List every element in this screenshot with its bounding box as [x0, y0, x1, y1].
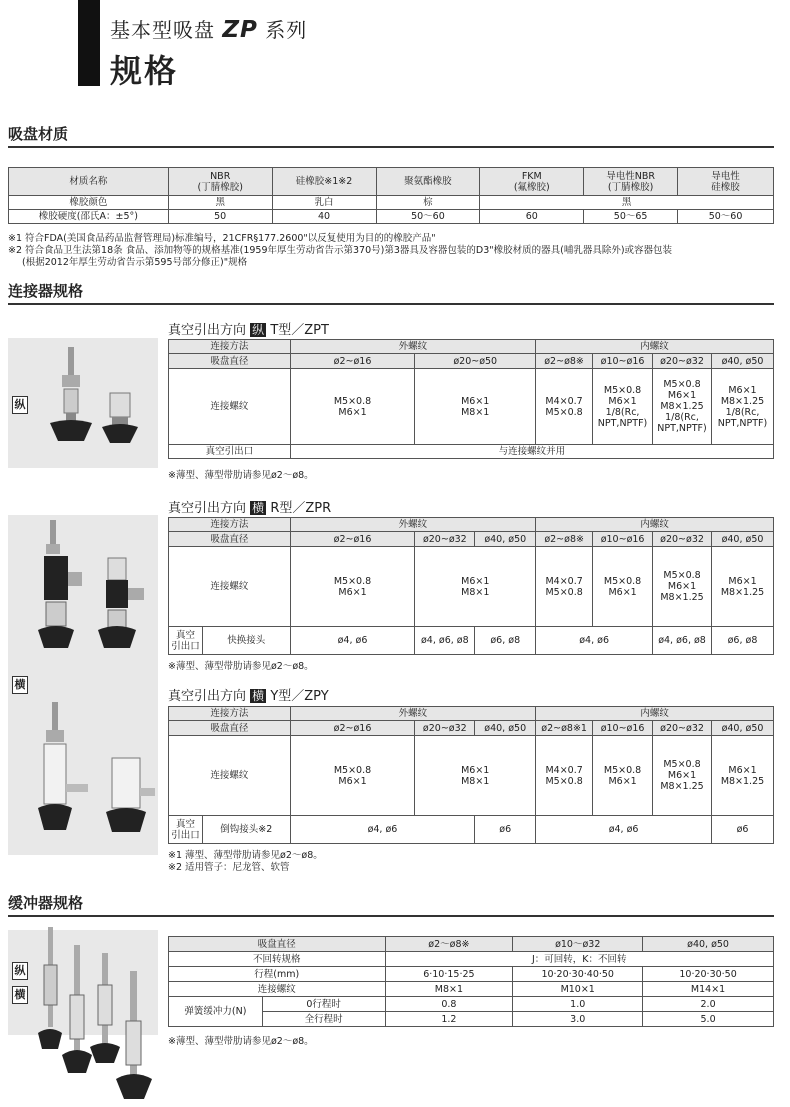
table-cell: M5×0.8 M6×1 [290, 547, 415, 627]
table-cell: M6×1 M8×1 [415, 736, 536, 816]
table-cell: 真空 引出口 [169, 627, 203, 655]
table-cell: 5.0 [643, 1012, 774, 1027]
table-cell: ø20~ø50 [415, 354, 536, 369]
table-cell: ø20~ø32 [653, 532, 712, 547]
table-cell: 0行程时 [262, 997, 385, 1012]
section-buffer: 缓冲器规格 [8, 895, 774, 917]
table-cell: 连接方法 [169, 340, 291, 354]
table-cell: 橡胶硬度(邵氏A：±5°) [9, 210, 169, 224]
table-cell: 2.0 [643, 997, 774, 1012]
table-cell: 不回转规格 [169, 952, 386, 967]
table-cell: 行程(mm) [169, 967, 386, 982]
table-cell: ø2~ø16 [290, 721, 415, 736]
table-cell: 外螺纹 [290, 518, 536, 532]
table-cell: 10·20·30·40·50 [513, 967, 643, 982]
table-cell: ø10~ø16 [593, 532, 653, 547]
table-cell: ø2~ø16 [290, 354, 415, 369]
table-cell: 50～60 [376, 210, 480, 224]
section-connector: 连接器规格 [8, 283, 774, 305]
table-cell: ø20~ø32 [415, 721, 475, 736]
table-cell: ø4, ø6 [536, 816, 712, 844]
table-cell: 真空引出口 [169, 445, 291, 459]
table-cell: FKM (氟橡胶) [480, 168, 584, 196]
table-cell: M5×0.8 M6×1 [290, 369, 415, 445]
table-cell: ø4, ø6 [536, 627, 653, 655]
table-cell: 倒钩接头※2 [202, 816, 290, 844]
horizontal-tag: 横 [12, 986, 28, 1004]
table-cell: ø6 [475, 816, 536, 844]
table-cell: ø40, ø50 [643, 937, 774, 952]
vertical-tag: 纵 [12, 396, 28, 414]
table-cell: 快换接头 [202, 627, 290, 655]
table-cell: ø40, ø50 [712, 721, 774, 736]
table-cell: 连接方法 [169, 707, 291, 721]
table-cell: ø20~ø32 [415, 532, 475, 547]
horizontal-tag: 横 [12, 676, 28, 694]
table-cell: 棕 [376, 196, 480, 210]
table-cell: ø2~ø8※ [536, 354, 593, 369]
table-cell: 与连接螺纹并用 [290, 445, 773, 459]
table-cell: 内螺纹 [536, 707, 774, 721]
table-cell: ø6 [712, 816, 774, 844]
table-cell: 40 [272, 210, 376, 224]
table-cell: ø40, ø50 [475, 532, 536, 547]
table-cell: 1.0 [513, 997, 643, 1012]
table-cell: ø2~ø8※1 [536, 721, 593, 736]
table-cell: 连接螺纹 [169, 736, 291, 816]
table-cell: ø6, ø8 [712, 627, 774, 655]
table-cell: 乳白 [272, 196, 376, 210]
table-cell: 10·20·30·50 [643, 967, 774, 982]
table-cell: M6×1 M8×1 [415, 369, 536, 445]
table-cell: M8×1 [385, 982, 513, 997]
r-type-note: ※薄型、薄型带肋请参见ø2～ø8。 [168, 661, 314, 672]
table-cell: 3.0 [513, 1012, 643, 1027]
table-cell: 连接螺纹 [169, 369, 291, 445]
table-cell: ø2～ø8※ [385, 937, 513, 952]
material-notes: ※1 符合FDA(美国食品药品监督管理局)标准编号，21CFR§177.2600"以反复使用为目的的橡胶产品" ※2 符合食品卫生法第18条 食品、添加物等的规格基准(1959年厚生劳动省告示第370号)第3器具及容器包装的D3"橡胶材质的器具(哺乳器具除外)或容器包装 (根据2012年厚生劳动省告示第595号部分修正)"规格 [8, 233, 673, 268]
page-title: 基本型吸盘 ZP 系列 [110, 17, 308, 43]
table-cell: 橡胶颜色 [9, 196, 169, 210]
table-cell: 弹簧缓冲力(N) [169, 997, 263, 1027]
table-cell: NBR (丁腈橡胶) [168, 168, 272, 196]
table-cell: M5×0.8 M6×1 [593, 547, 653, 627]
table-cell: M5×0.8 M6×1 M8×1.25 [653, 736, 712, 816]
table-cell: 0.8 [385, 997, 513, 1012]
zpy-product-icon [30, 700, 155, 850]
table-cell: M6×1 M8×1.25 [712, 736, 774, 816]
table-cell: M5×0.8 M6×1 M8×1.25 [653, 547, 712, 627]
table-cell: 外螺纹 [290, 340, 535, 354]
table-cell: M4×0.7 M5×0.8 [536, 736, 593, 816]
buffer-product-icon [34, 925, 154, 1105]
table-cell: M6×1 M8×1 [415, 547, 536, 627]
table-cell: M5×0.8 M6×1 [290, 736, 415, 816]
t-type-note: ※薄型、薄型带肋请参见ø2～ø8。 [168, 470, 314, 481]
zpt-product-icon [40, 345, 150, 463]
y-type-table [168, 706, 774, 844]
t-type-title: 真空引出方向 纵 T型／ZPT [168, 323, 329, 338]
t-type-table [168, 339, 774, 459]
table-cell: ø2~ø8※ [536, 532, 593, 547]
table-cell: 内螺纹 [536, 518, 774, 532]
table-cell: ø4, ø6, ø8 [653, 627, 712, 655]
table-cell: 黑 [480, 196, 774, 210]
table-cell: 1.2 [385, 1012, 513, 1027]
table-cell: ø40, ø50 [711, 354, 773, 369]
section-material: 吸盘材质 [8, 126, 774, 148]
table-cell: M14×1 [643, 982, 774, 997]
table-cell: ø4, ø6, ø8 [415, 627, 475, 655]
table-cell: 吸盘直径 [169, 354, 291, 369]
table-cell: ø6, ø8 [475, 627, 536, 655]
table-cell: M10×1 [513, 982, 643, 997]
table-cell: M4×0.7 M5×0.8 [536, 547, 593, 627]
table-cell: M5×0.8 M6×1 1/8(Rc, NPT,NPTF) [593, 369, 653, 445]
header-bar [78, 0, 100, 86]
material-table [8, 167, 774, 224]
table-cell: 外螺纹 [290, 707, 535, 721]
table-cell: 真空 引出口 [169, 816, 203, 844]
y-type-title: 真空引出方向 横 Y型／ZPY [168, 689, 329, 704]
table-cell: 硅橡胶※1※2 [272, 168, 376, 196]
table-cell: 吸盘直径 [169, 937, 386, 952]
page-subtitle: 规格 [110, 52, 179, 90]
table-cell: ø10～ø32 [513, 937, 643, 952]
table-cell: ø40, ø50 [712, 532, 774, 547]
page-header [0, 0, 790, 92]
table-cell: ø20~ø32 [653, 721, 712, 736]
r-type-table [168, 517, 774, 655]
buffer-note: ※薄型、薄型带肋请参见ø2～ø8。 [168, 1036, 314, 1047]
vertical-tag: 纵 [12, 962, 28, 980]
table-cell: 6·10·15·25 [385, 967, 513, 982]
table-cell: ø10~ø16 [593, 354, 653, 369]
table-cell: 黑 [168, 196, 272, 210]
zpr-product-icon [30, 518, 155, 668]
table-cell: ø4, ø6 [290, 816, 475, 844]
table-cell: 连接螺纹 [169, 547, 291, 627]
table-cell: M5×0.8 M6×1 [593, 736, 653, 816]
table-cell: ø40, ø50 [475, 721, 536, 736]
table-cell: 50～60 [678, 210, 774, 224]
buffer-table [168, 936, 774, 1027]
table-cell: 吸盘直径 [169, 721, 291, 736]
table-cell: ø20~ø32 [653, 354, 712, 369]
table-cell: 60 [480, 210, 584, 224]
table-cell: M5×0.8 M6×1 M8×1.25 1/8(Rc, NPT,NPTF) [653, 369, 712, 445]
table-cell: 聚氨酯橡胶 [376, 168, 480, 196]
table-cell: 内螺纹 [536, 340, 774, 354]
table-cell: 材质名称 [9, 168, 169, 196]
table-cell: 吸盘直径 [169, 532, 291, 547]
table-cell: ø10~ø16 [593, 721, 653, 736]
table-cell: J：可回转，K：不回转 [385, 952, 774, 967]
table-cell: 连接螺纹 [169, 982, 386, 997]
table-cell: M6×1 M8×1.25 1/8(Rc, NPT,NPTF) [711, 369, 773, 445]
table-cell: ø4, ø6 [290, 627, 415, 655]
y-type-notes: ※1 薄型、薄型带肋请参见ø2～ø8。 ※2 适用管子：尼龙管、软管 [168, 850, 323, 873]
table-cell: 导电性 硅橡胶 [678, 168, 774, 196]
table-cell: 50～65 [584, 210, 678, 224]
table-cell: M6×1 M8×1.25 [712, 547, 774, 627]
table-cell: M4×0.7 M5×0.8 [536, 369, 593, 445]
table-cell: 全行程时 [262, 1012, 385, 1027]
r-type-title: 真空引出方向 横 R型／ZPR [168, 501, 332, 516]
table-cell: 连接方法 [169, 518, 291, 532]
table-cell: 50 [168, 210, 272, 224]
table-cell: 导电性NBR (丁腈橡胶) [584, 168, 678, 196]
table-cell: ø2~ø16 [290, 532, 415, 547]
